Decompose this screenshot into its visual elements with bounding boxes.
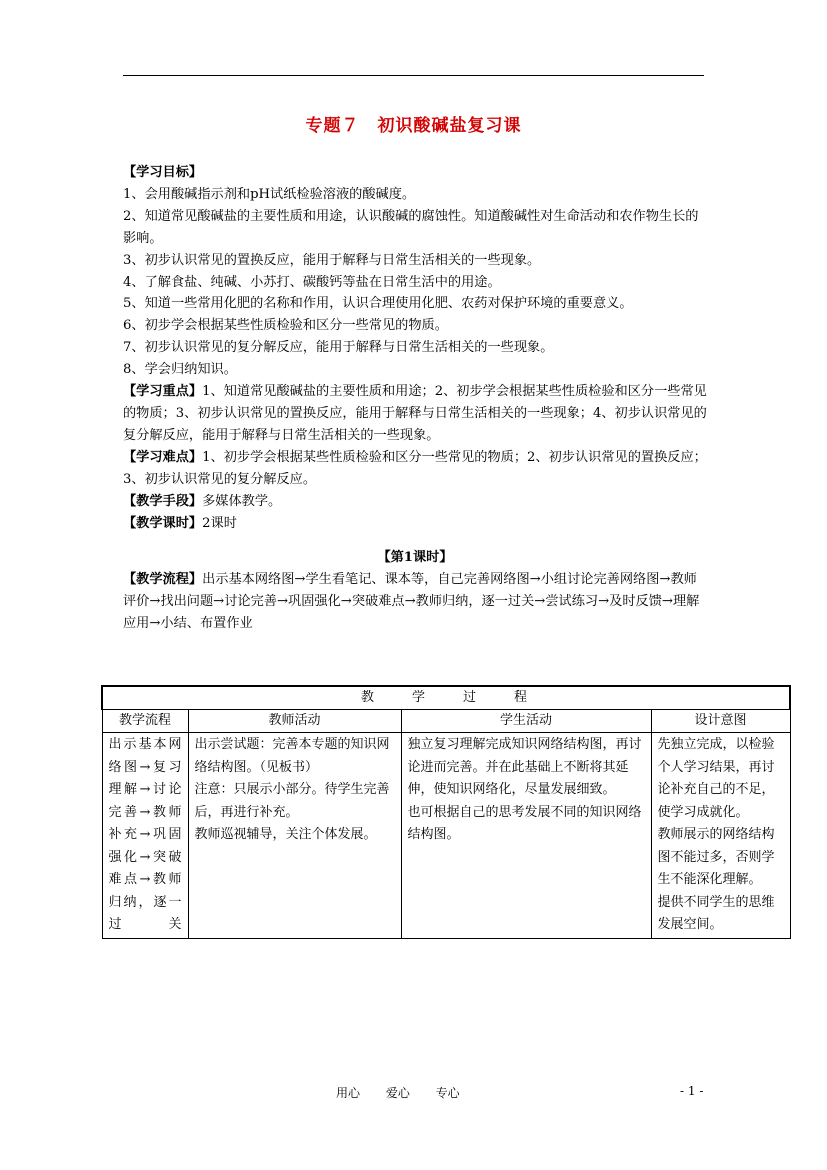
teacher-activity-item: 出示尝试题：完善本专题的知识网络结构图。（见板书） <box>194 737 390 775</box>
student-activity-item: 也可根据自己的思考发展不同的知识网络结构图。 <box>407 804 642 842</box>
teacher-activity-item: 教师巡视辅导，关注个体发展。 <box>194 827 377 842</box>
teaching-means-text: 多媒体教学。 <box>202 493 282 509</box>
teaching-hours <box>123 513 707 535</box>
teaching-hours-text: 2课时 <box>202 515 237 531</box>
key-points-label: 【学习重点】 <box>123 384 203 400</box>
objective-item: 3、初步认识常见的置换反应，能用于解释与日常生活相关的一些现象。 <box>123 252 541 268</box>
teaching-means-label: 【教学手段】 <box>123 493 203 509</box>
lesson-heading: 【第1课时】 <box>377 550 453 566</box>
teaching-flow <box>123 569 707 635</box>
table-title-row <box>102 686 790 710</box>
design-intent-cell <box>651 733 790 939</box>
student-activity-item: 独立复习理解完成知识网络结构图，再讨论进而完善。并在此基础上不断将其延伸，使知识网络化，尽量发展细致。 <box>407 737 642 797</box>
document-body <box>123 162 707 635</box>
design-intent-item: 教师展示的网络结构图不能过多，否则学生不能深化理解。 <box>657 827 775 887</box>
objective-item: 2、知道常见酸碱盐的主要性质和用途，认识酸碱的腐蚀性。知道酸碱性对生命活动和农作物生长的影响。 <box>123 208 699 246</box>
table-header-row <box>102 710 790 733</box>
column-header: 教学流程 <box>102 710 188 733</box>
column-header: 教师活动 <box>188 710 401 733</box>
key-points <box>123 381 707 447</box>
teaching-process-table <box>101 685 791 939</box>
student-activity-cell <box>401 733 651 939</box>
objective-item: 6、初步学会根据某些性质检验和区分一些常见的物质。 <box>123 318 448 334</box>
column-header: 设计意图 <box>651 710 790 733</box>
objective-item: 1、会用酸碱指示剂和pH试纸检验溶液的酸碱度。 <box>123 186 416 202</box>
objective-item: 4、了解食盐、纯碱、小苏打、碳酸钙等盐在日常生活中的用途。 <box>123 274 501 290</box>
document-title: 专题７ 初识酸碱盐复习课 <box>305 116 522 136</box>
difficulties-text: 1、初步学会根据某些性质检验和区分一些常见的物质；2、初步认识常见的置换反应；3、初步认识常见的复分解反应。 <box>123 449 707 487</box>
objective-item: 5、知道一些常用化肥的名称和作用，认识合理使用化肥、农药对保护环境的重要意义。 <box>123 296 633 312</box>
teacher-activity-item: 注意：只展示小部分。待学生完善后，再进行补充。 <box>194 782 390 820</box>
teaching-means <box>123 491 707 513</box>
table-row <box>102 733 790 939</box>
teaching-hours-label: 【教学课时】 <box>123 515 203 531</box>
page-number: - 1 - <box>680 1084 704 1098</box>
teaching-flow-label: 【教学流程】 <box>123 572 203 588</box>
objective-item: 7、初步认识常见的复分解反应，能用于解释与日常生活相关的一些现象。 <box>123 340 554 356</box>
design-intent-item: 提供不同学生的思维发展空间。 <box>657 894 775 932</box>
table-span-header: 教学过程 <box>102 686 790 710</box>
footer-motto: 用心 爱心 专心 <box>336 1086 460 1100</box>
flow-cell: 出示基本网络图→复习理解→讨论完善→教师补充→巩固强化→突破难点→教师归纳，逐一过关 <box>102 733 188 939</box>
difficulties-label: 【学习难点】 <box>123 449 203 465</box>
key-points-text: 1、知道常见酸碱盐的主要性质和用途；2、初步学会根据某些性质检验和区分一些常见的物质；3、初步认识常见的置换反应，能用于解释与日常生活相关的一些现象；4、初步认识常见的复分解反应，能用于解释与日常生活相关的一些现象。 <box>123 384 707 443</box>
objective-item: 8、学会归纳知识。 <box>123 362 237 378</box>
column-header: 学生活动 <box>401 710 651 733</box>
design-intent-item: 先独立完成，以检验个人学习结果，再讨论补充自己的不足，使学习成就化。 <box>657 737 775 820</box>
difficulties <box>123 447 707 491</box>
objectives-heading: 【学习目标】 <box>123 165 203 180</box>
teaching-flow-text: 出示基本网络图→学生看笔记、课本等，自己完善网络图→小组讨论完善网络图→教师评价→找出问题→讨论完善→巩固强化→突破难点→教师归纳，逐一过关→尝试练习→及时反馈→理解应用→小结、布置作业 <box>123 572 700 632</box>
teacher-activity-cell <box>188 733 401 939</box>
header-rule <box>123 75 704 76</box>
